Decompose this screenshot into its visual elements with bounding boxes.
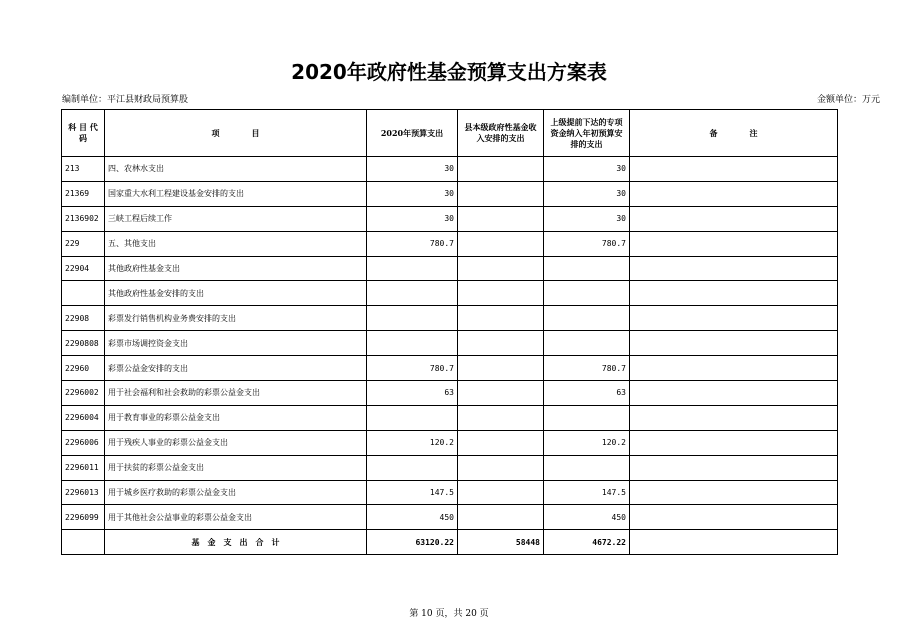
total-budget: 63120.22 — [367, 530, 458, 555]
page-title: 2020年政府性基金预算支出方案表 — [291, 60, 607, 84]
table-header-row — [62, 110, 838, 157]
row-code: 2296006 — [62, 430, 105, 455]
row-transfer — [544, 281, 630, 306]
table-row — [62, 157, 838, 182]
row-note — [630, 505, 838, 530]
row-name: 彩票公益金安排的支出 — [105, 356, 367, 381]
row-budget: 147.5 — [367, 480, 458, 505]
row-note — [630, 157, 838, 182]
row-budget: 780.7 — [367, 231, 458, 256]
page-number: 第 10 页，共 20 页 — [409, 609, 489, 619]
row-budget — [367, 306, 458, 331]
row-local — [458, 505, 544, 530]
table-row — [62, 480, 838, 505]
header-budget: 2020年预算支出 — [367, 110, 458, 157]
row-local — [458, 381, 544, 406]
row-note — [630, 430, 838, 455]
row-transfer: 780.7 — [544, 356, 630, 381]
row-code: 22960 — [62, 356, 105, 381]
table-row — [62, 405, 838, 430]
row-local — [458, 281, 544, 306]
row-transfer — [544, 306, 630, 331]
header-note: 备 注 — [630, 110, 838, 157]
row-budget: 63 — [367, 381, 458, 406]
row-local — [458, 231, 544, 256]
row-transfer: 147.5 — [544, 480, 630, 505]
row-note — [630, 256, 838, 281]
row-budget: 30 — [367, 206, 458, 231]
row-code: 213 — [62, 157, 105, 182]
total-row — [62, 530, 838, 555]
row-name: 用于残疾人事业的彩票公益金支出 — [105, 430, 367, 455]
row-budget: 450 — [367, 505, 458, 530]
row-local — [458, 206, 544, 231]
row-local — [458, 455, 544, 480]
row-code — [62, 281, 105, 306]
header-local: 县本级政府性基金收入安排的支出 — [458, 110, 544, 157]
row-note — [630, 306, 838, 331]
row-budget — [367, 331, 458, 356]
row-code: 229 — [62, 231, 105, 256]
header-name: 项 目 — [105, 110, 367, 157]
row-transfer: 30 — [544, 181, 630, 206]
row-local — [458, 306, 544, 331]
row-note — [630, 206, 838, 231]
header-transfer: 上级提前下达的专项资金纳入年初预算安排的支出 — [544, 110, 630, 157]
row-note — [630, 405, 838, 430]
row-name: 四、农林水支出 — [105, 157, 367, 182]
header-code: 科 目 代 码 — [62, 110, 105, 157]
table-row — [62, 455, 838, 480]
row-code: 21369 — [62, 181, 105, 206]
row-name: 用于城乡医疗救助的彩票公益金支出 — [105, 480, 367, 505]
row-name: 三峡工程后续工作 — [105, 206, 367, 231]
row-local — [458, 256, 544, 281]
row-transfer: 30 — [544, 157, 630, 182]
table-row — [62, 181, 838, 206]
table-row — [62, 281, 838, 306]
row-budget: 30 — [367, 157, 458, 182]
row-note — [630, 181, 838, 206]
row-code: 2290808 — [62, 331, 105, 356]
row-code: 2296002 — [62, 381, 105, 406]
row-transfer — [544, 256, 630, 281]
row-code: 2296099 — [62, 505, 105, 530]
row-budget — [367, 405, 458, 430]
row-name: 用于社会福利和社会救助的彩票公益金支出 — [105, 381, 367, 406]
row-name: 其他政府性基金支出 — [105, 256, 367, 281]
row-budget: 120.2 — [367, 430, 458, 455]
row-budget — [367, 281, 458, 306]
total-code — [62, 530, 105, 555]
row-transfer — [544, 405, 630, 430]
row-name: 彩票市场调控资金支出 — [105, 331, 367, 356]
row-local — [458, 480, 544, 505]
row-budget — [367, 256, 458, 281]
row-note — [630, 480, 838, 505]
row-code: 2136902 — [62, 206, 105, 231]
row-local — [458, 356, 544, 381]
row-name: 五、其他支出 — [105, 231, 367, 256]
amount-unit: 金额单位：万元 — [816, 95, 880, 105]
row-note — [630, 455, 838, 480]
row-code: 2296004 — [62, 405, 105, 430]
row-code: 2296011 — [62, 455, 105, 480]
row-note — [630, 281, 838, 306]
row-transfer: 450 — [544, 505, 630, 530]
row-transfer: 30 — [544, 206, 630, 231]
row-code: 22904 — [62, 256, 105, 281]
row-name: 用于教育事业的彩票公益金支出 — [105, 405, 367, 430]
table-row — [62, 356, 838, 381]
table-row — [62, 306, 838, 331]
total-local: 58448 — [458, 530, 544, 555]
table-row — [62, 206, 838, 231]
row-local — [458, 430, 544, 455]
table-row — [62, 331, 838, 356]
row-local — [458, 331, 544, 356]
compiling-unit: 编制单位：平江县财政局预算股 — [62, 95, 189, 105]
row-budget — [367, 455, 458, 480]
row-code: 2296013 — [62, 480, 105, 505]
row-local — [458, 405, 544, 430]
row-budget: 30 — [367, 181, 458, 206]
row-name: 彩票发行销售机构业务费安排的支出 — [105, 306, 367, 331]
row-note — [630, 231, 838, 256]
total-transfer: 4672.22 — [544, 530, 630, 555]
row-note — [630, 356, 838, 381]
total-label: 基 金 支 出 合 计 — [105, 530, 367, 555]
row-transfer: 780.7 — [544, 231, 630, 256]
row-note — [630, 381, 838, 406]
row-transfer — [544, 455, 630, 480]
row-transfer: 63 — [544, 381, 630, 406]
total-note — [630, 530, 838, 555]
row-name: 国家重大水利工程建设基金安排的支出 — [105, 181, 367, 206]
table-row — [62, 381, 838, 406]
row-name: 用于扶贫的彩票公益金支出 — [105, 455, 367, 480]
row-local — [458, 157, 544, 182]
row-name: 其他政府性基金安排的支出 — [105, 281, 367, 306]
row-transfer: 120.2 — [544, 430, 630, 455]
row-local — [458, 181, 544, 206]
budget-table — [61, 109, 838, 555]
table-row — [62, 430, 838, 455]
table-row — [62, 256, 838, 281]
row-note — [630, 331, 838, 356]
table-row — [62, 505, 838, 530]
table-row — [62, 231, 838, 256]
row-code: 22908 — [62, 306, 105, 331]
row-budget: 780.7 — [367, 356, 458, 381]
row-name: 用于其他社会公益事业的彩票公益金支出 — [105, 505, 367, 530]
row-transfer — [544, 331, 630, 356]
